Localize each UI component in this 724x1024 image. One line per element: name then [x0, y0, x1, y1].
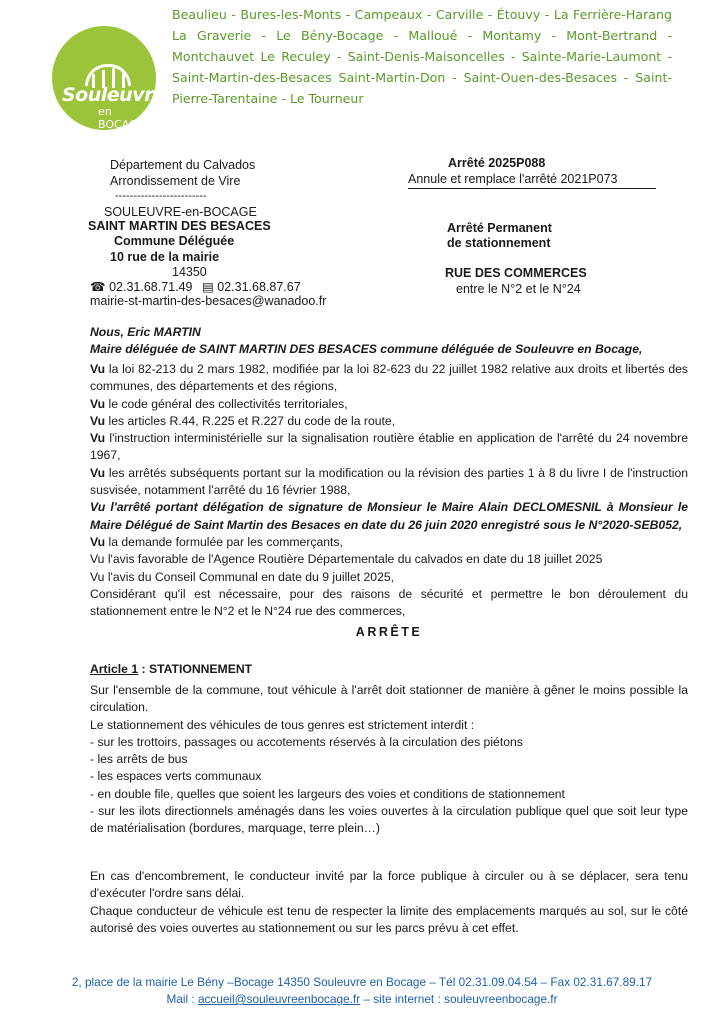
- commune-deleguee-label: Commune Déléguée: [114, 234, 235, 248]
- mairie-adresse: 10 rue de la mairie: [110, 250, 220, 264]
- list-item: - en double file, quelles que soient les largeurs des voies et conditions de stationnement: [90, 786, 565, 801]
- telephone: 02.31.68.71.49: [109, 280, 193, 294]
- page-footer: [20, 974, 704, 1008]
- article1-title: : STATIONNEMENT: [138, 662, 253, 676]
- nous-block: [90, 324, 688, 359]
- considerant-item: Vu l'instruction interministérielle sur la signalisation routière établie en application de l'arrêté du 24 novembre 1967,: [90, 431, 688, 463]
- logo-title: Souleuvre: [62, 84, 166, 106]
- commune-deleguee-nom: SAINT MARTIN DES BESACES: [88, 219, 271, 233]
- paragraph: Chaque conducteur de véhicule est tenu de respecter la limite des emplacements marqués au sol, sur le côté autorisé des voies ouvertes au stationnement ou sur les parcs prévu à cet effet.: [90, 903, 688, 935]
- list-item: - les espaces verts communaux: [90, 769, 262, 784]
- logo-subtitle: en BOCAGE: [98, 105, 145, 131]
- communes-list: Beaulieu - Bures-les-Monts - Campeaux - Carville - Étouvy - La Ferrière-Harang La Graverie - Le Bény-Bocage - Malloué - Montamy - Mont-Bertrand - Montchauvet Le Reculey - Saint-Denis-Maisoncelles - Sainte-Marie-Laumont - Saint-Martin-des-Besaces Saint-Martin-Don - Saint-Ouen-des-Besaces - Saint-Pierre-Tarentaine - Le Tourneur: [172, 7, 672, 106]
- arrete-type-line1: Arrêté Permanent: [447, 221, 552, 235]
- fax-icon: ▤: [201, 280, 214, 294]
- departement: Département du Calvados: [110, 158, 256, 172]
- considerant-item: Considérant qu'il est nécessaire, pour des raisons de sécurité et permettre le bon déroulement du stationnement entre le N°2 et le N°24 rue des commerces,: [90, 586, 688, 619]
- article1-body-continued: [90, 868, 688, 937]
- considerant-delegation: Vu l'arrêté portant délégation de signature de Monsieur le Maire Alain DECLOMESNIL à Monsieur le Maire Délégué de Saint Martin des Besaces en date du 26 juin 2020 enregistré sous le N°2020-SEB052,: [90, 500, 688, 532]
- considerants-list: [90, 361, 688, 620]
- footer-address: 2, place de la mairie Le Bény –Bocage 14350 Souleuvre en Bocage – Tél 02.31.09.04.54 – Fax 02.31.67.89.17: [71, 975, 653, 989]
- list-item: - sur les trottoirs, passages ou accotements réservés à la circulation des piétons: [90, 734, 523, 749]
- arrete-heading: ARRÊTE: [355, 625, 423, 639]
- footer-contact: [20, 991, 704, 1008]
- article1-label: Article 1: [90, 662, 139, 676]
- nous-maire: Nous, Eric MARTIN: [90, 325, 201, 339]
- souleuvre-logo: [52, 26, 166, 131]
- underline-divider: [408, 188, 656, 189]
- rue-portion: entre le N°2 et le N°24: [456, 282, 581, 296]
- arrete-type-line2: de stationnement: [447, 236, 551, 250]
- phone-icon: ☎: [90, 280, 106, 294]
- list-item: - sur les ilots directionnels aménagés dans les voies ouvertes à la circulation publique quel que soit leur type de matérialisation (bordures, marquage, terre plein…): [90, 804, 688, 836]
- considerant-item: Vu le code général des collectivités territoriales,: [90, 396, 348, 411]
- commune-nouvelle: SOULEUVRE-en-BOCAGE: [104, 205, 257, 219]
- considerant-item: Vu l'avis favorable de l'Agence Routière Départementale du calvados en date du 18 juillet 2025: [90, 552, 603, 567]
- considerant-item: Vu les arrêtés subséquents portant sur la modification ou la révision des parties 1 à 8 du livre I de l'instruction susvisée, notamment l'arrêté du 16 février 1988,: [90, 465, 688, 498]
- paragraph: Sur l'ensemble de la commune, tout véhicule à l'arrêt doit stationner de manière à gêner le moins possible la circulation.: [90, 683, 688, 715]
- nous-qualite: Maire déléguée de SAINT MARTIN DES BESACES commune déléguée de Souleuvre en Bocage,: [90, 342, 643, 357]
- fax: 02.31.68.87.67: [217, 280, 301, 294]
- rue-name: RUE DES COMMERCES: [445, 266, 587, 280]
- list-item: - les arrêts de bus: [90, 752, 188, 767]
- considerant-item: Vu la loi 82-213 du 2 mars 1982, modifiée par la loi 82-623 du 22 juillet 1982 relative aux droits et libertés des communes, des départements et des régions,: [90, 362, 688, 394]
- arrondissement: Arrondissement de Vire: [110, 174, 241, 188]
- separator-dashes: -------------------------: [115, 190, 207, 202]
- article1-body: [90, 682, 688, 838]
- paragraph: Le stationnement des véhicules de tous genres est strictement interdit :: [90, 717, 475, 732]
- arrete-numero: Arrêté 2025P088: [448, 156, 546, 170]
- considerant-item: Vu les articles R.44, R.225 et R.227 du code de la route,: [90, 413, 396, 428]
- considerant-item: Vu la demande formulée par les commerçants,: [90, 534, 343, 549]
- article1-heading: [90, 661, 688, 678]
- considerant-item: Vu l'avis du Conseil Communal en date du 9 juillet 2025,: [90, 569, 395, 584]
- footer-email-link[interactable]: accueil@souleuvreenbocage.fr: [197, 992, 361, 1006]
- paragraph: En cas d'encombrement, le conducteur invité par la force publique à circuler ou à se déplacer, sera tenu d'exécuter l'ordre sans délai.: [90, 869, 688, 901]
- footer-mail-label: Mail :: [166, 992, 198, 1006]
- mairie-email: mairie-st-martin-des-besaces@wanadoo.fr: [90, 294, 327, 308]
- footer-site: – site internet : souleuvreenbocage.fr: [360, 992, 558, 1006]
- annule-remplace: Annule et remplace l'arrêté 2021P073: [408, 172, 618, 186]
- code-postal: 14350: [172, 265, 207, 279]
